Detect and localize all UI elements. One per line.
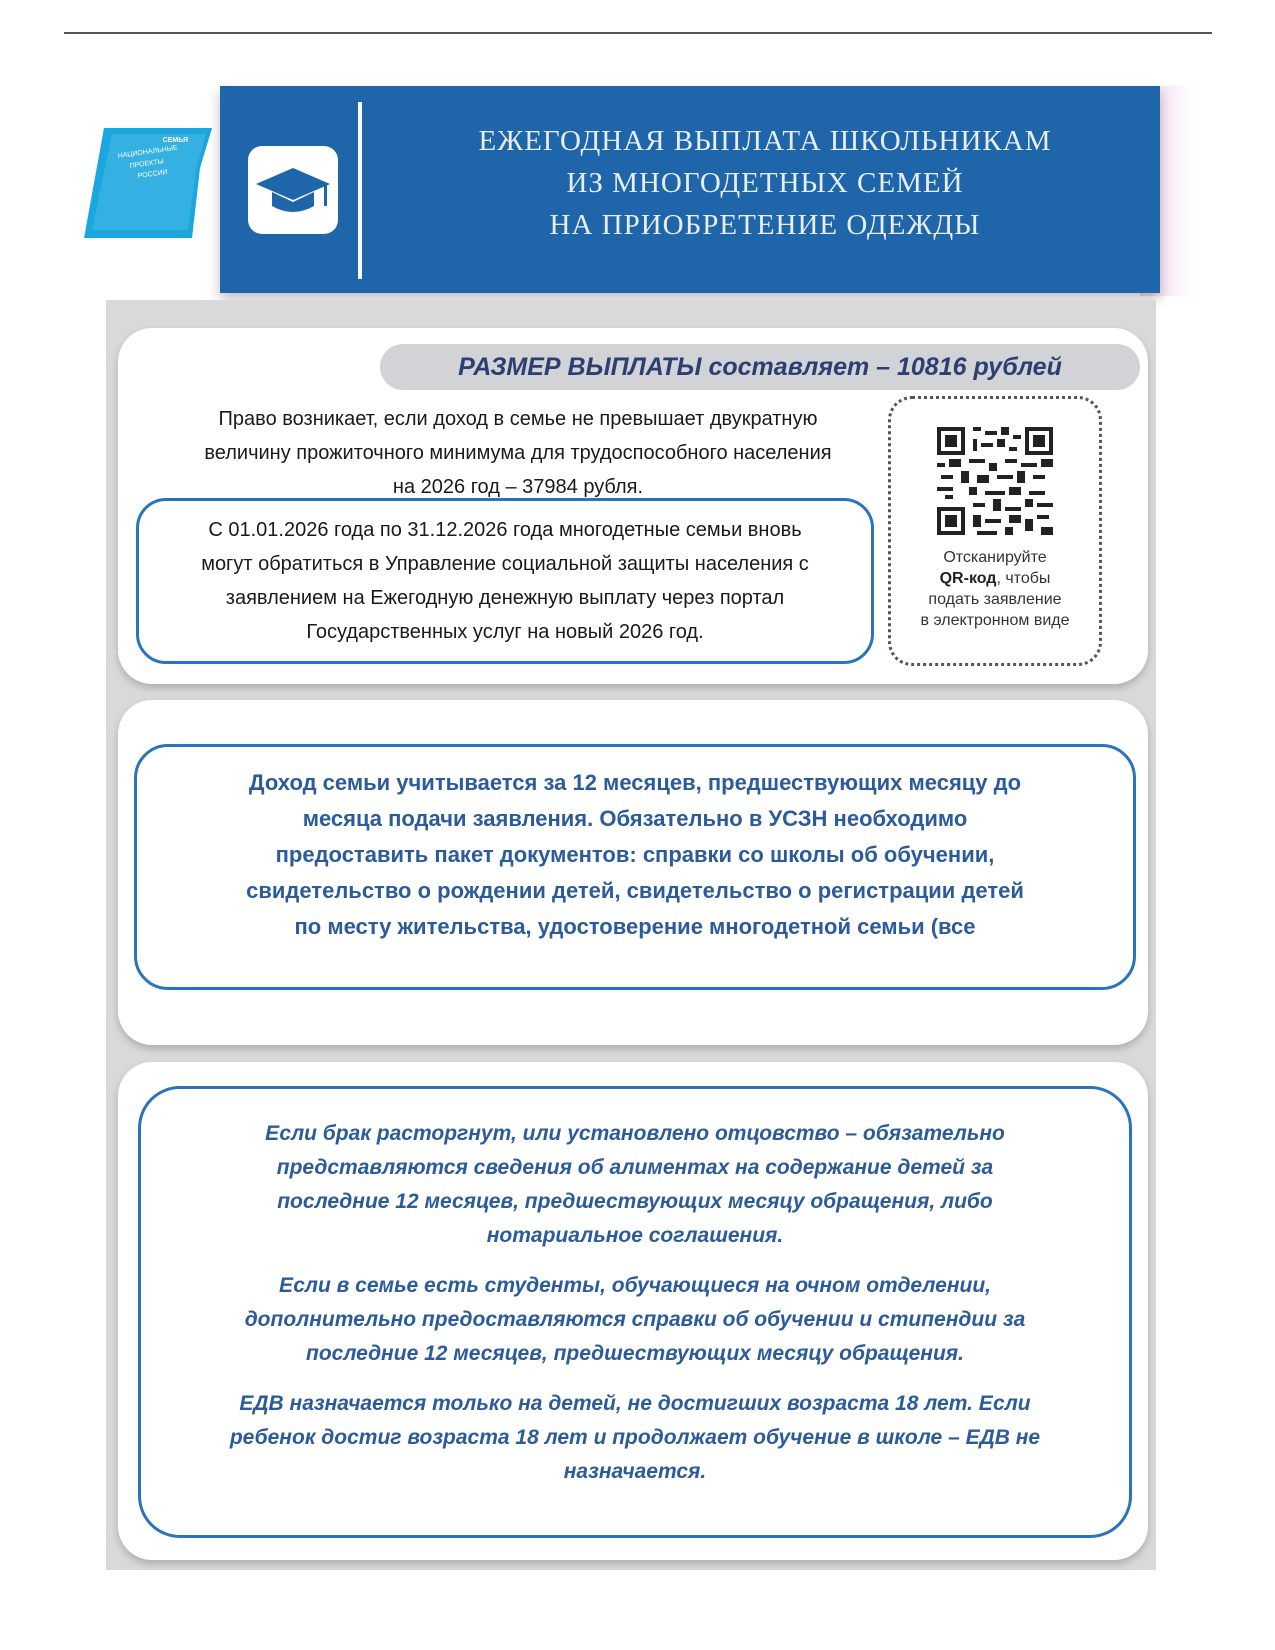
documents-line-5: по месту жительства, удостоверение многодетной семьи (все <box>294 914 976 939</box>
divorce-paragraph <box>165 1117 1105 1253</box>
top-rule <box>64 32 1212 34</box>
header-title-line-3: НА ПРИОБРЕТЕНИЕ ОДЕЖДЫ <box>549 209 981 241</box>
period-line-1: С 01.01.2026 года по 31.12.2026 года многодетные семьи вновь <box>208 519 802 541</box>
students-line-2: дополнительно предоставляются справки об обучении и стипендии за <box>244 1308 1026 1331</box>
divorce-line-4: нотариальное соглашения. <box>486 1224 784 1247</box>
svg-text:РОССИИ: РОССИИ <box>137 168 169 180</box>
header-banner <box>220 86 1160 293</box>
qr-code-image[interactable] <box>937 427 1053 535</box>
content-panel <box>106 300 1156 1570</box>
qr-caption <box>897 547 1093 631</box>
qr-caption-line-4: в электронном виде <box>920 612 1070 629</box>
students-line-1: Если в семье есть студенты, обучающиеся на очном отделении, <box>278 1274 991 1297</box>
eligibility-line-3: на 2026 год – 37984 рубля. <box>392 476 644 498</box>
documents-line-4: свидетельство о рождении детей, свидетельство о регистрации детей <box>246 878 1024 903</box>
period-line-4: Государственных услуг на новый 2026 год. <box>306 621 704 643</box>
period-line-3: заявлением на Ежегодную денежную выплату через портал <box>225 587 785 609</box>
documents-line-1: Доход семьи учитывается за 12 месяцев, предшествующих месяцу до <box>248 770 1022 795</box>
qr-caption-line-3: подать заявление <box>928 591 1062 608</box>
qr-caption-line-1: Отсканируйте <box>943 549 1047 566</box>
students-line-3: последние 12 месяцев, предшествующих месяцу обращения. <box>306 1342 964 1365</box>
qr-caption-bold: QR-код <box>939 570 997 587</box>
documents-line-3: предоставить пакет документов: справки со школы об обучении, <box>275 842 995 867</box>
conditions-box <box>138 1086 1132 1538</box>
age-limit-line-2: ребенок достиг возраста 18 лет и продолжает обучение в школе – ЕДВ не <box>229 1426 1041 1449</box>
header-title-line-1: ЕЖЕГОДНАЯ ВЫПЛАТА ШКОЛЬНИКАМ <box>478 125 1052 157</box>
students-paragraph <box>165 1269 1105 1371</box>
documents-line-2: месяца подачи заявления. Обязательно в УСЗН необходимо <box>302 806 968 831</box>
header-title <box>380 120 1150 246</box>
header-divider <box>358 102 362 279</box>
period-line-2: могут обратиться в Управление социальной защиты населения с <box>201 553 809 575</box>
svg-text:СЕМЬЯ: СЕМЬЯ <box>162 137 188 144</box>
eligibility-line-1: Право возникает, если доход в семье не превышает двукратную <box>218 408 818 430</box>
header-title-line-2: ИЗ МНОГОДЕТНЫХ СЕМЕЙ <box>566 167 964 199</box>
qr-code-frame[interactable] <box>888 396 1102 666</box>
age-limit-line-1: ЕДВ назначается только на детей, не достигших возраста 18 лет. Если <box>239 1392 1031 1415</box>
qr-caption-rest: , чтобы <box>996 570 1051 587</box>
qr-caption-line-2 <box>897 568 1093 589</box>
divorce-line-2: представляются сведения об алиментах на содержание детей за <box>276 1156 994 1179</box>
graduation-cap-icon <box>248 146 338 234</box>
eligibility-line-2: величину прожиточного минимума для трудоспособного населения <box>204 442 832 464</box>
svg-text:НАЦИОНАЛЬНЫЕ: НАЦИОНАЛЬНЫЕ <box>117 144 179 160</box>
conditions-card <box>118 1062 1148 1560</box>
eligibility-text <box>148 402 888 504</box>
amount-banner: РАЗМЕР ВЫПЛАТЫ составляет – 10816 рублей <box>380 344 1140 390</box>
divorce-line-3: последние 12 месяцев, предшествующих месяцу обращения, либо <box>277 1190 993 1213</box>
documents-card <box>118 700 1148 1045</box>
divorce-line-1: Если брак расторгнут, или установлено отцовство – обязательно <box>265 1122 1005 1145</box>
national-projects-logo <box>84 128 212 238</box>
age-limit-line-3: назначается. <box>563 1460 707 1483</box>
payment-info-card <box>118 328 1148 684</box>
svg-text:ПРОЕКТЫ: ПРОЕКТЫ <box>129 158 165 170</box>
age-limit-paragraph <box>165 1387 1105 1489</box>
documents-box <box>134 744 1136 990</box>
application-period-box <box>136 498 874 664</box>
